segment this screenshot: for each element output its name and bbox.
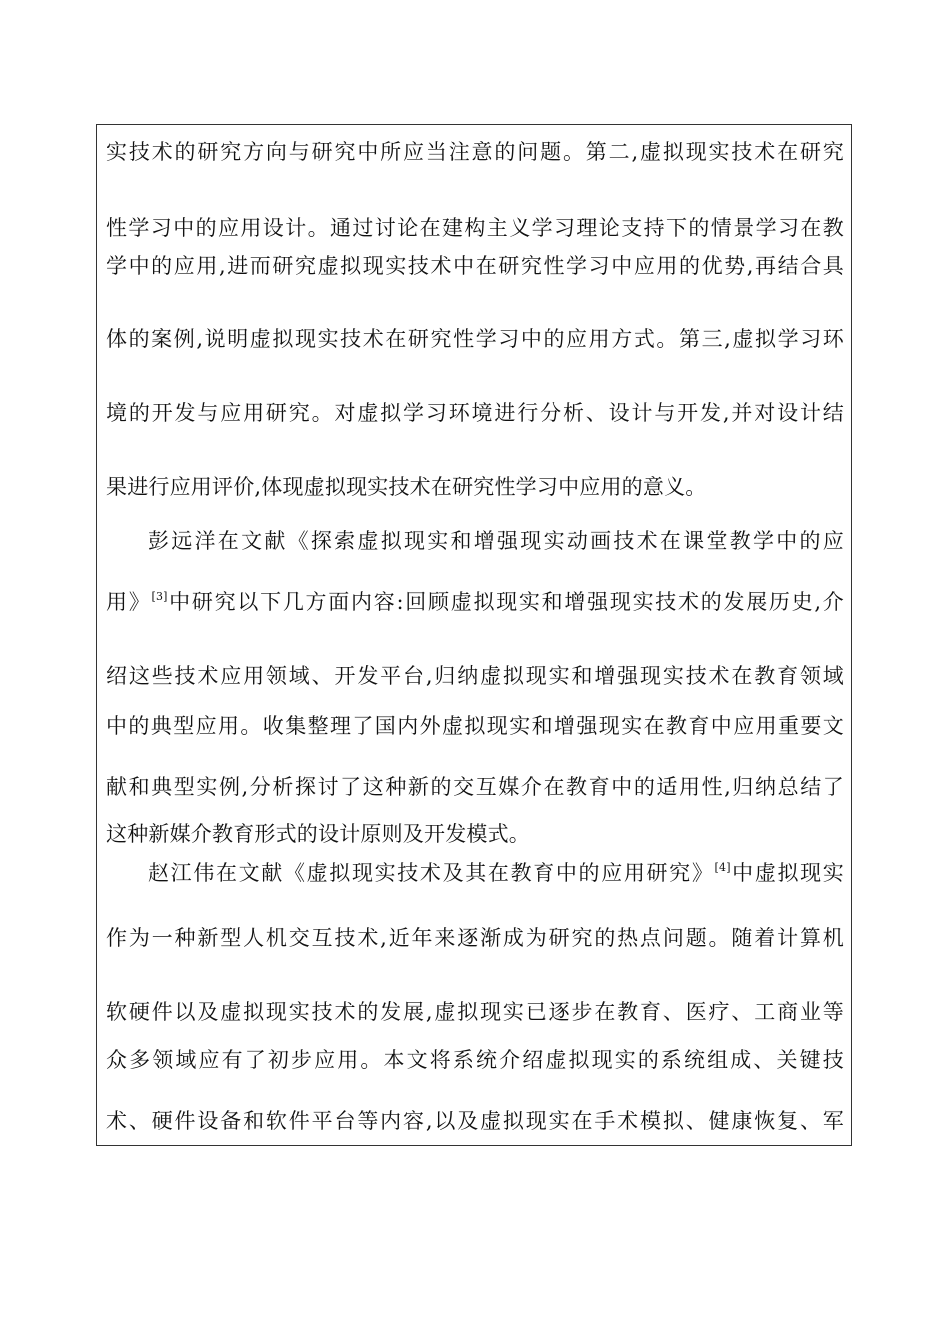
paragraph-2-line-3: 绍这些技术应用领域、开发平台,归纳虚拟现实和增强现实技术在教育领域 bbox=[106, 664, 844, 688]
paragraph-2-line-5: 献和典型实例,分析探讨了这种新的交互媒介在教育中的适用性,归纳总结了 bbox=[106, 775, 844, 799]
paragraph-2-line-2-end: 中研究以下几方面内容:回顾虚拟现实和增强现实技术的发展历史,介 bbox=[167, 590, 844, 614]
paragraph-3-line-2: 作为一种新型人机交互技术,近年来逐渐成为研究的热点问题。随着计算机 bbox=[106, 926, 844, 950]
paragraph-2-line-2 bbox=[106, 588, 844, 616]
citation-4: [4] bbox=[714, 861, 731, 874]
paragraph-1-line-2: 性学习中的应用设计。通过讨论在建构主义学习理论支持下的情景学习在教 bbox=[106, 216, 844, 240]
paragraph-2-line-6: 这种新媒介教育形式的设计原则及开发模式。 bbox=[106, 822, 530, 846]
paragraph-3-line-1-end: 中虚拟现实 bbox=[730, 861, 845, 885]
paragraph-1-line-3: 学中的应用,进而研究虚拟现实技术中在研究性学习中应用的优势,再结合具 bbox=[106, 254, 844, 278]
paragraph-1-line-1: 实技术的研究方向与研究中所应当注意的问题。第二,虚拟现实技术在研究 bbox=[106, 140, 844, 164]
paragraph-1-line-5: 境的开发与应用研究。对虚拟学习环境进行分析、设计与开发,并对设计结 bbox=[106, 401, 844, 425]
paragraph-1-line-4: 体的案例,说明虚拟现实技术在研究性学习中的应用方式。第三,虚拟学习环 bbox=[106, 327, 844, 351]
paragraph-2-line-1: 彭远洋在文献《探索虚拟现实和增强现实动画技术在课堂教学中的应 bbox=[148, 529, 844, 553]
paragraph-3-line-4: 众多领域应有了初步应用。本文将系统介绍虚拟现实的系统组成、关键技 bbox=[106, 1048, 844, 1072]
paragraph-3-line-1-start: 赵江伟在文献《虚拟现实技术及其在教育中的应用研究》 bbox=[148, 861, 715, 885]
paragraph-3-line-3: 软硬件以及虚拟现实技术的发展,虚拟现实已逐步在教育、医疗、工商业等 bbox=[106, 1000, 844, 1024]
paragraph-1-line-6: 果进行应用评价,体现虚拟现实技术在研究性学习中应用的意义。 bbox=[106, 475, 707, 499]
paragraph-2-line-2-start: 用》 bbox=[106, 590, 152, 614]
paragraph-2-line-4: 中的典型应用。收集整理了国内外虚拟现实和增强现实在教育中应用重要文 bbox=[106, 714, 844, 738]
citation-3: [3] bbox=[151, 590, 168, 603]
paragraph-3-line-1 bbox=[148, 859, 844, 887]
paragraph-3-line-5: 术、硬件设备和软件平台等内容,以及虚拟现实在手术模拟、健康恢复、军 bbox=[106, 1109, 844, 1133]
